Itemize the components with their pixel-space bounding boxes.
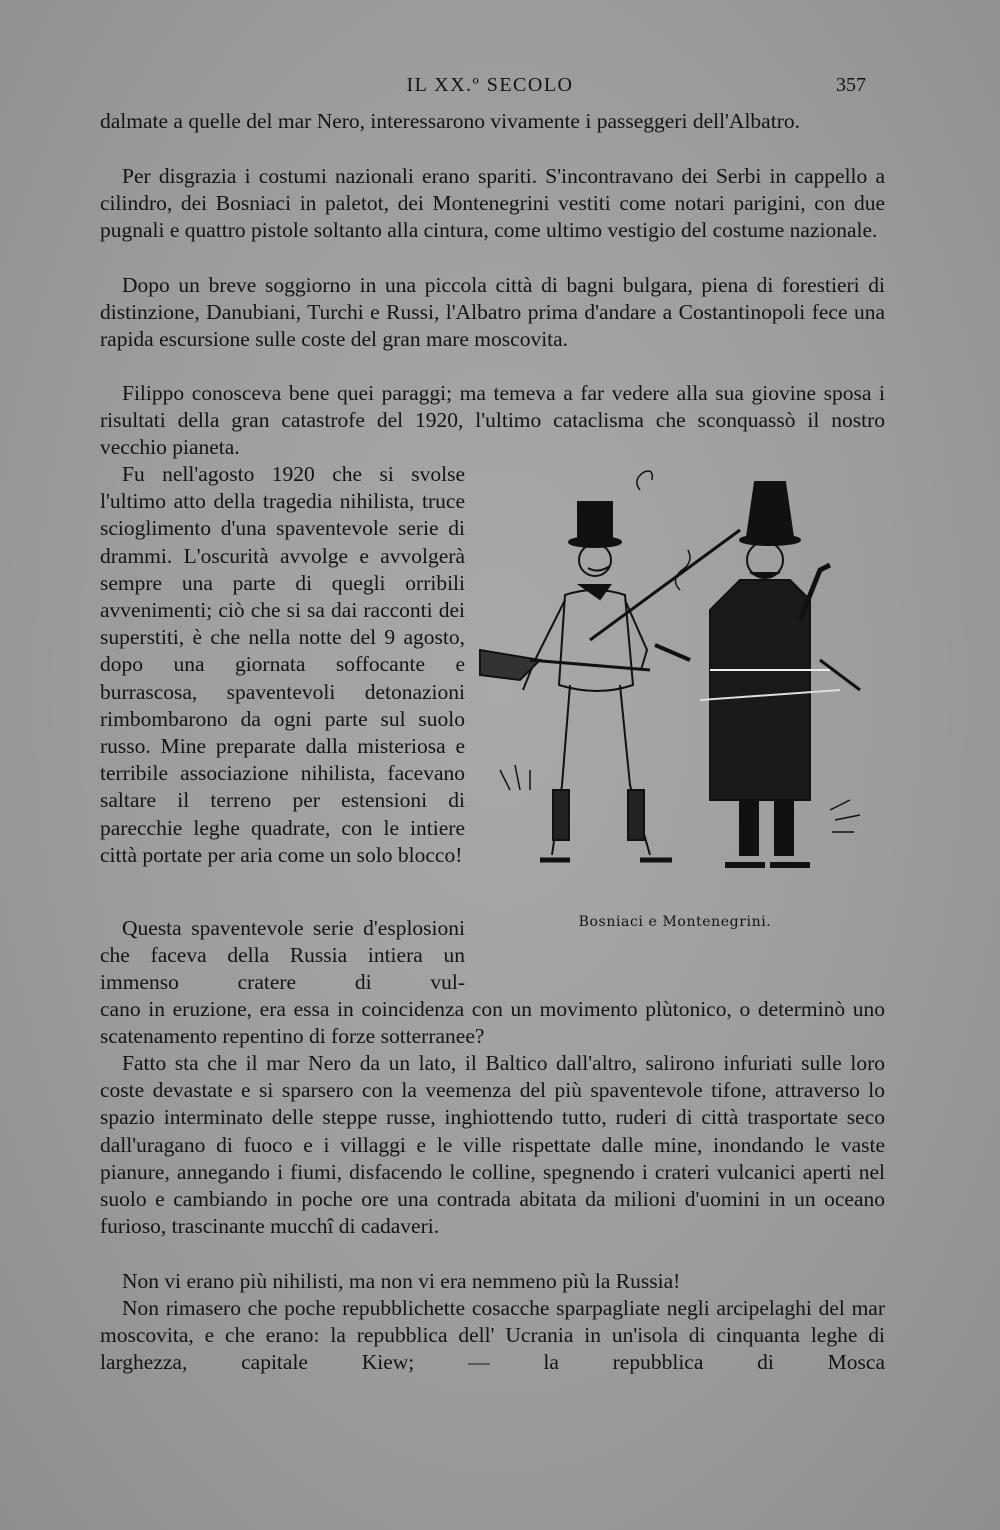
paragraph-1: dalmate a quelle del mar Nero, interessarono vivamente i passeggeri dell'Albatro.	[100, 109, 800, 133]
right-figure	[655, 482, 860, 865]
paragraph-4: Filippo conosceva bene quei paraggi; ma temeva a far vedere alla sua giovine sposa i risultati della gran catastrofe del 1920, l'ultimo cataclisma che sconquassò il nostro vecchio pianeta.	[100, 381, 885, 460]
paragraph-2: Per disgrazia i costumi nazionali erano spariti. S'incontravano dei Serbi in cappello a cilindro, dei Bosniaci in paletot, dei Montenegrini vestiti come notari parigini, con due pugnali e quattro pistole soltanto alla cintura, come ultimo vestigio del costume nazionale.	[100, 164, 885, 243]
illustration	[470, 460, 885, 900]
page-number: 357	[836, 74, 866, 96]
paragraph-9: Non rimasero che poche repubblichette cosacche sparpagliate negli arcipelaghi del mar moscovita, e che erano: la repubblica dell' Ucrania in un'isola di cinquanta leghe di larghezza, capitale Kiew; — la repubblica di Mosca	[100, 1296, 885, 1375]
running-title: IL XX.º SECOLO	[406, 74, 574, 96]
paragraph-5: Fu nell'agosto 1920 che si svolse l'ultimo atto della tragedia nihilista, truce scioglimento d'una spaventevole serie di drammi. L'oscurità avvolge e avvolgerà sempre una parte di quegli orribili avvenimenti; ciò che si sa dai racconti dei superstiti, è che nella notte del 9 agosto, dopo una giornata soffocante e burrascosa, spaventevoli detonazioni rimbombarono da ogni parte sul suolo russo. Mine preparate dalla misteriosa e terribile associazione nihilista, facevano saltare il terreno per estensioni di parecchie leghe quadrate, con le intiere città portate per aria come un solo blocco!	[100, 462, 465, 867]
paragraph-6-wrapped: Questa spaventevole serie d'esplosioni che faceva della Russia intiera un immenso cratere di vul-	[100, 916, 465, 995]
left-figure	[480, 502, 740, 860]
page-header	[100, 74, 880, 102]
paragraph-3: Dopo un breve soggiorno in una piccola città di bagni bulgara, piena di forestieri di distinzione, Danubiani, Turchi e Russi, l'Albatro prima d'andare a Costantinopoli fece una rapida escursione sulle coste del gran mare moscovita.	[100, 273, 885, 352]
paragraph-8: Non vi erano più nihilisti, ma non vi era nemmeno più la Russia!	[122, 1269, 681, 1293]
paragraph-7: Fatto sta che il mar Nero da un lato, il Baltico dall'altro, salirono infuriati sulle loro coste devastate e si sparsero con la veemenza del più spaventevole tifone, attraverso lo spazio interminato delle steppe russe, inghiottendo tutto, ruderi di città trasportate seco dall'uragano di fuoco e i villaggi e le ville rispettate dalle mine, inondando le vaste pianure, annegando i fiumi, disfacendo le colline, spegnendo i crateri vulcanici aperti nel suolo e cambiando in poche ore una contrada abitata da milioni d'uomini in un oceano furioso, trascinante mucchî di cadaveri.	[100, 1051, 885, 1239]
illustration-caption: Bosniaci e Montenegrini.	[578, 914, 772, 930]
illustration-drawing	[470, 460, 885, 900]
paragraph-6-continued: cano in eruzione, era essa in coincidenza con un movimento plùtonico, o determinò uno scatenamento repentino di forze sotterranee?	[100, 997, 885, 1049]
